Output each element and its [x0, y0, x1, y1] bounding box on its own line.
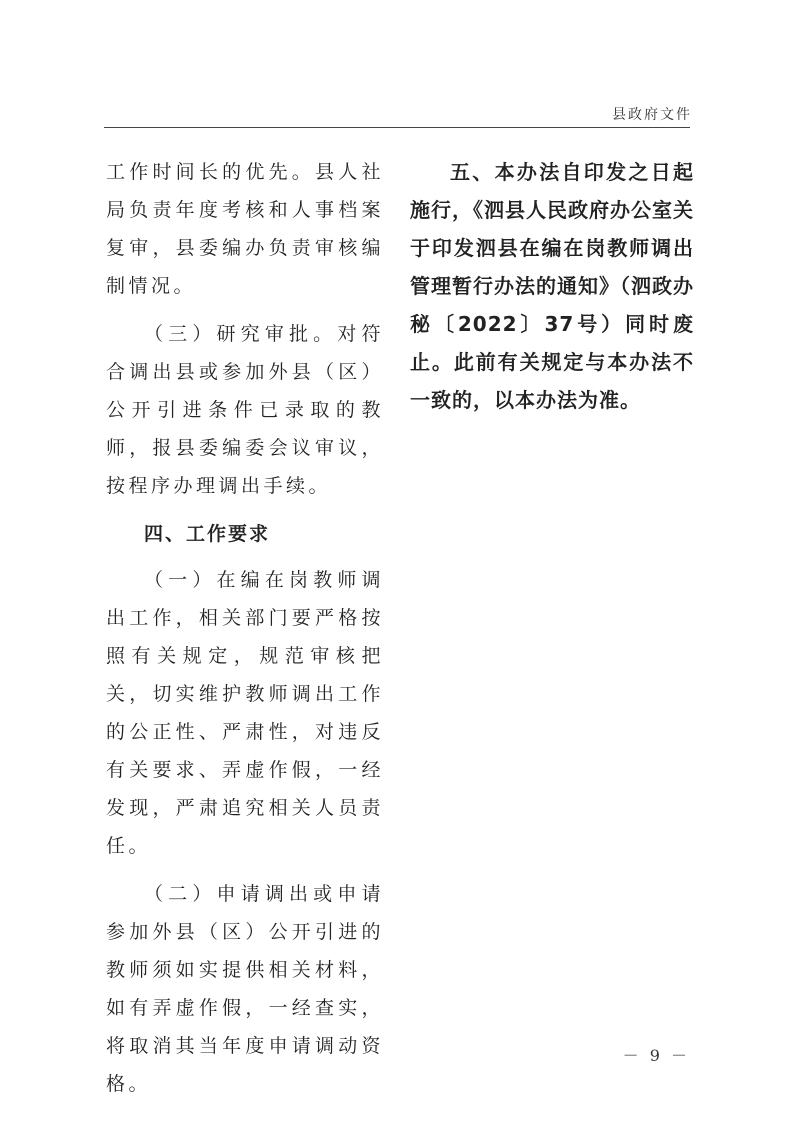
paragraph-requirement-2: （二）申请调出或申请参加外县（区）公开引进的教师须如实提供相关材料，如有弄虚作假，一经查实，将取消其当年度申请调动资格。 [106, 883, 384, 1095]
page-number: － 9 － [622, 1046, 690, 1065]
paragraph-research-approval: （三）研究审批。对符合调出县或参加外县（区）公开引进条件已录取的教师，报县委编委会议审议，按程序办理调出手续。 [106, 323, 384, 497]
running-header-title: 县政府文件 [612, 107, 692, 123]
paragraph-continuation: 工作时间长的优先。县人社局负责年度考核和人事档案复审，县委编办负责审核编制情况。 [106, 161, 384, 297]
left-text-column [106, 153, 384, 1113]
section-heading-work-requirements: 四、工作要求 [144, 523, 271, 545]
paragraph-section-five: 五、本办法自印发之日起施行，《泗县人民政府办公室关于印发泗县在编在岗教师调出管理暂行办法的通知》（泗政办秘〔2022〕37号）同时废止。此前有关规定与本办法不一致的，以本办法为准。 [410, 160, 694, 412]
paragraph-requirement-1: （一）在编在岗教师调出工作，相关部门要严格按照有关规定，规范审核把关，切实维护教师调出工作的公正性、严肃性，对违反有关要求、弄虚作假，一经发现，严肃追究相关人员责任。 [106, 569, 384, 857]
header-divider [104, 127, 690, 128]
right-text-column [410, 153, 694, 429]
